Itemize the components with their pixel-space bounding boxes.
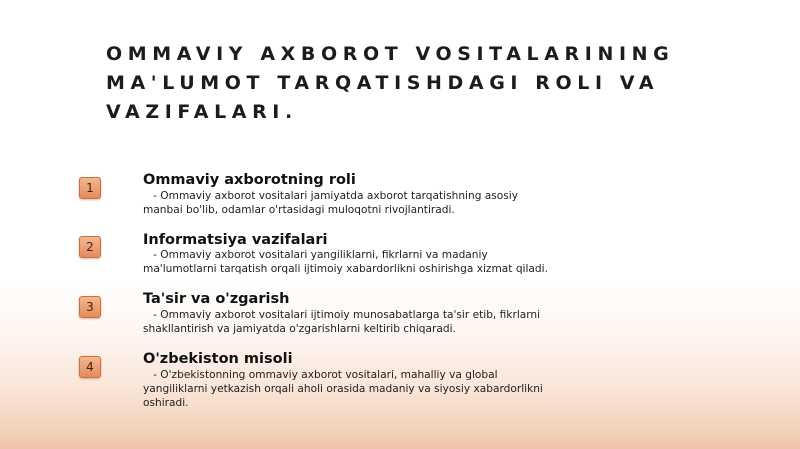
step-description: - Ommaviy axborot vositalari yangiliklarni, fikrlarni va madaniy ma'lumotlarni tarqatish orqali ijtimoiy xabardorlikni oshirishga xizmat qiladi. xyxy=(143,249,548,275)
step-number-badge: 4 xyxy=(79,356,101,378)
step-title: Informatsiya vazifalari xyxy=(143,232,328,248)
step-title: Ommaviy axborotning roli xyxy=(143,172,356,188)
step-number-badge: 1 xyxy=(79,177,101,199)
step-number-badge: 2 xyxy=(79,236,101,258)
slide-title: OMMAVIY AXBOROT VOSITALARINING MA'LUMOT TARQATISHDAGI ROLI VA VAZIFALARI. xyxy=(106,43,675,123)
step-number-badge: 3 xyxy=(79,296,101,318)
step-title: O'zbekiston misoli xyxy=(143,351,293,367)
step-description: - O'zbekistonning ommaviy axborot vositalari, mahalliy va global yangiliklarni yetkazish orqali aholi orasida madaniy va siyosiy xabardorlikni oshiradi. xyxy=(143,369,547,409)
step-description: - Ommaviy axborot vositalari jamiyatda axborot tarqatishning asosiy manbai bo'lib, odamlar o'rtasidagi muloqotni rivojlantiradi. xyxy=(143,190,522,216)
step-title: Ta'sir va o'zgarish xyxy=(143,291,290,307)
step-description: - Ommaviy axborot vositalari ijtimoiy munosabatlarga ta'sir etib, fikrlarni shakllantirish va jamiyatda o'zgarishlarni keltirib chiqaradi. xyxy=(143,309,544,335)
